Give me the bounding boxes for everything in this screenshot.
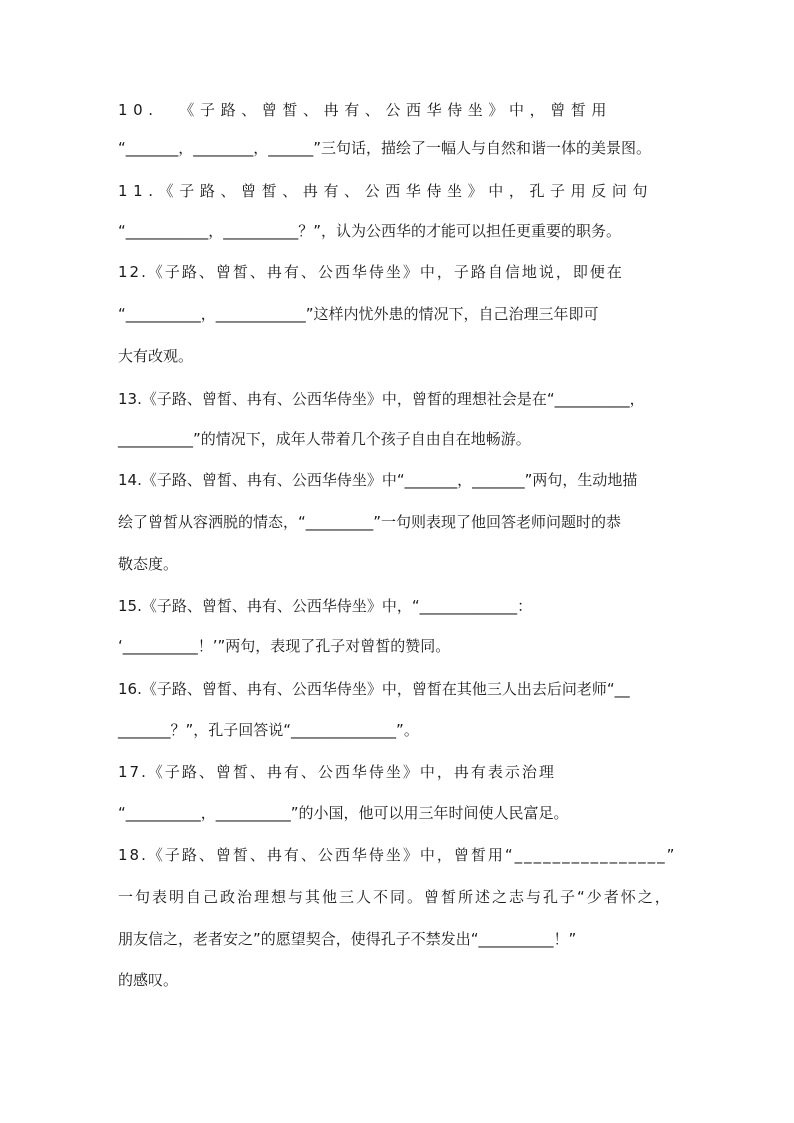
q18-line-3: 朋友信之，老者安之”的愿望契合，使得孔子不禁发出“__________！” bbox=[118, 930, 577, 948]
q12-line-3: 大有改观。 bbox=[118, 347, 194, 365]
q11-line-2: “___________，__________？”，认为公西华的才能可以担任更重要的职务。 bbox=[118, 222, 622, 240]
q13-line-2: __________”的情况下，成年人带着几个孩子自由自在地畅游。 bbox=[118, 430, 531, 448]
q11-line-1: 11.《子路、曾皙、冉有、公西华侍坐》中，孔子用反问句 bbox=[118, 182, 654, 200]
q17-line-2: “__________，__________”的小国，他可以用三年时间使人民富足。 bbox=[118, 804, 569, 822]
q10-line-1: 10. 《子路、曾皙、冉有、公西华侍坐》中，曾皙用 bbox=[118, 101, 612, 119]
q13-line-1: 13.《子路、曾皙、冉有、公西华侍坐》中，曾皙的理想社会是在“__________， bbox=[118, 390, 645, 408]
q14-line-3: 敬态度。 bbox=[118, 555, 179, 573]
q15-line-2: ‘__________！’”两句，表现了孔子对曾皙的赞同。 bbox=[118, 637, 451, 655]
q16-line-2: _______？”，孔子回答说“______________”。 bbox=[118, 721, 419, 739]
q14-line-1: 14.《子路、曾皙、冉有、公西华侍坐》中“_______，_______”两句，生动地描 bbox=[118, 471, 638, 489]
q14-line-2: 绘了曾皙从容洒脱的情态，“_________”一句则表现了他回答老师问题时的恭 bbox=[118, 513, 622, 531]
q18-line-1: 18.《子路、曾皙、冉有、公西华侍坐》中，曾皙用“________________” bbox=[118, 846, 677, 864]
q12-line-2: “__________，____________”这样内忧外患的情况下，自己治理三年即可 bbox=[118, 305, 599, 323]
q15-line-1: 15.《子路、曾皙、冉有、公西华侍坐》中，“_____________： bbox=[118, 597, 533, 615]
q16-line-1: 16.《子路、曾皙、冉有、公西华侍坐》中，曾皙在其他三人出去后问老师“__ bbox=[118, 680, 630, 698]
q17-line-1: 17.《子路、曾皙、冉有、公西华侍坐》中，冉有表示治理 bbox=[118, 763, 556, 781]
q18-line-2: 一句表明自己政治理想与其他三人不同。曾皙所述之志与孔子“少者怀之， bbox=[118, 888, 672, 906]
q10-line-2: “_______，________，______”三句话，描绘了一幅人与自然和谐一体的美景图。 bbox=[118, 139, 652, 157]
q12-line-1: 12.《子路、曾皙、冉有、公西华侍坐》中，子路自信地说，即便在 bbox=[118, 263, 624, 281]
q18-line-4: 的感叹。 bbox=[118, 971, 179, 989]
